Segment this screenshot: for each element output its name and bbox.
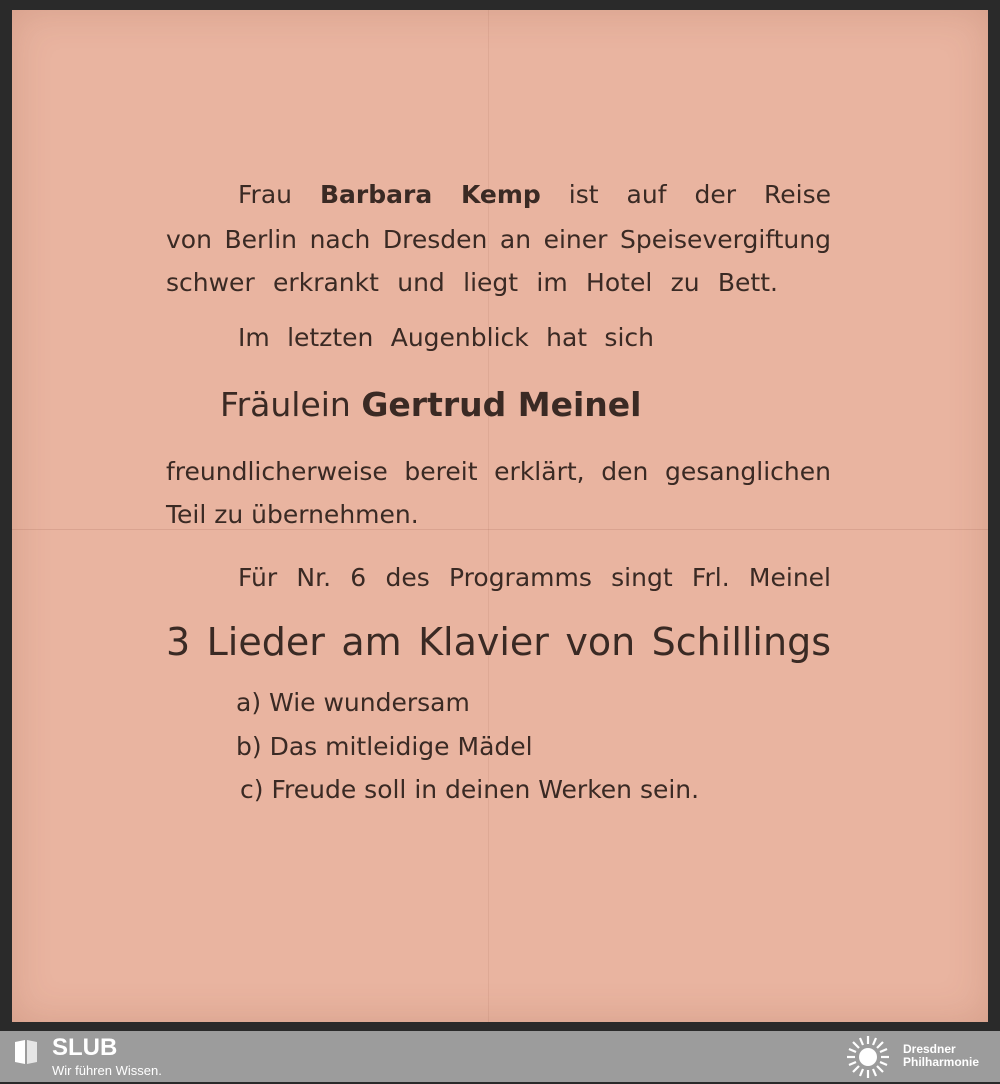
para1-line1-post: ist auf der Reise: [540, 180, 831, 209]
song-title: Das mitleidige Mädel: [269, 732, 533, 761]
para4-line: Für Nr. 6 des Programms singt Frl. Meinel: [238, 563, 831, 592]
song-title: Wie wundersam: [269, 688, 470, 717]
paper-fold-horizontal: [12, 529, 988, 530]
philharmonie-name-line1: Dresdner: [903, 1042, 956, 1056]
song-title: Freude soll in deinen Werken sein.: [271, 775, 700, 804]
program-title: 3 Lieder am Klavier von Schillings: [166, 620, 831, 664]
document-sheet: [12, 10, 988, 1022]
philharmonie-name: [903, 1043, 979, 1069]
slub-logo-icon[interactable]: [12, 1038, 40, 1066]
song-item: [236, 688, 470, 718]
substitute-line: [220, 385, 780, 425]
singer-name: Barbara Kemp: [320, 180, 541, 209]
slub-tagline: Wir führen Wissen.: [52, 1063, 162, 1078]
para1-line1-pre: Frau: [238, 180, 320, 209]
paper-fold-vertical: [488, 10, 489, 1022]
slub-name[interactable]: SLUB: [52, 1034, 118, 1061]
philharmonie-logo-icon[interactable]: [842, 1034, 894, 1080]
para1-line2: von Berlin nach Dresden an einer Speisevergiftung: [166, 225, 831, 254]
song-marker: b): [236, 732, 262, 761]
song-item: [240, 775, 699, 805]
song-marker: a): [236, 688, 262, 717]
substitute-name: Gertrud Meinel: [361, 385, 642, 424]
philharmonie-name-line2: Philharmonie: [903, 1055, 980, 1069]
song-marker: c): [240, 775, 264, 804]
para1-line1: [238, 180, 831, 210]
para3-line1: freundlicherweise bereit erklärt, den gesanglichen: [166, 457, 831, 486]
para2-line: Im letzten Augenblick hat sich: [238, 323, 654, 352]
footer-bar: [0, 1031, 1000, 1082]
para1-line3: schwer erkrankt und liegt im Hotel zu Bett.: [166, 268, 778, 297]
substitute-pre: Fräulein: [220, 385, 362, 424]
song-item: [236, 732, 533, 762]
para3-line2: Teil zu übernehmen.: [166, 500, 419, 529]
